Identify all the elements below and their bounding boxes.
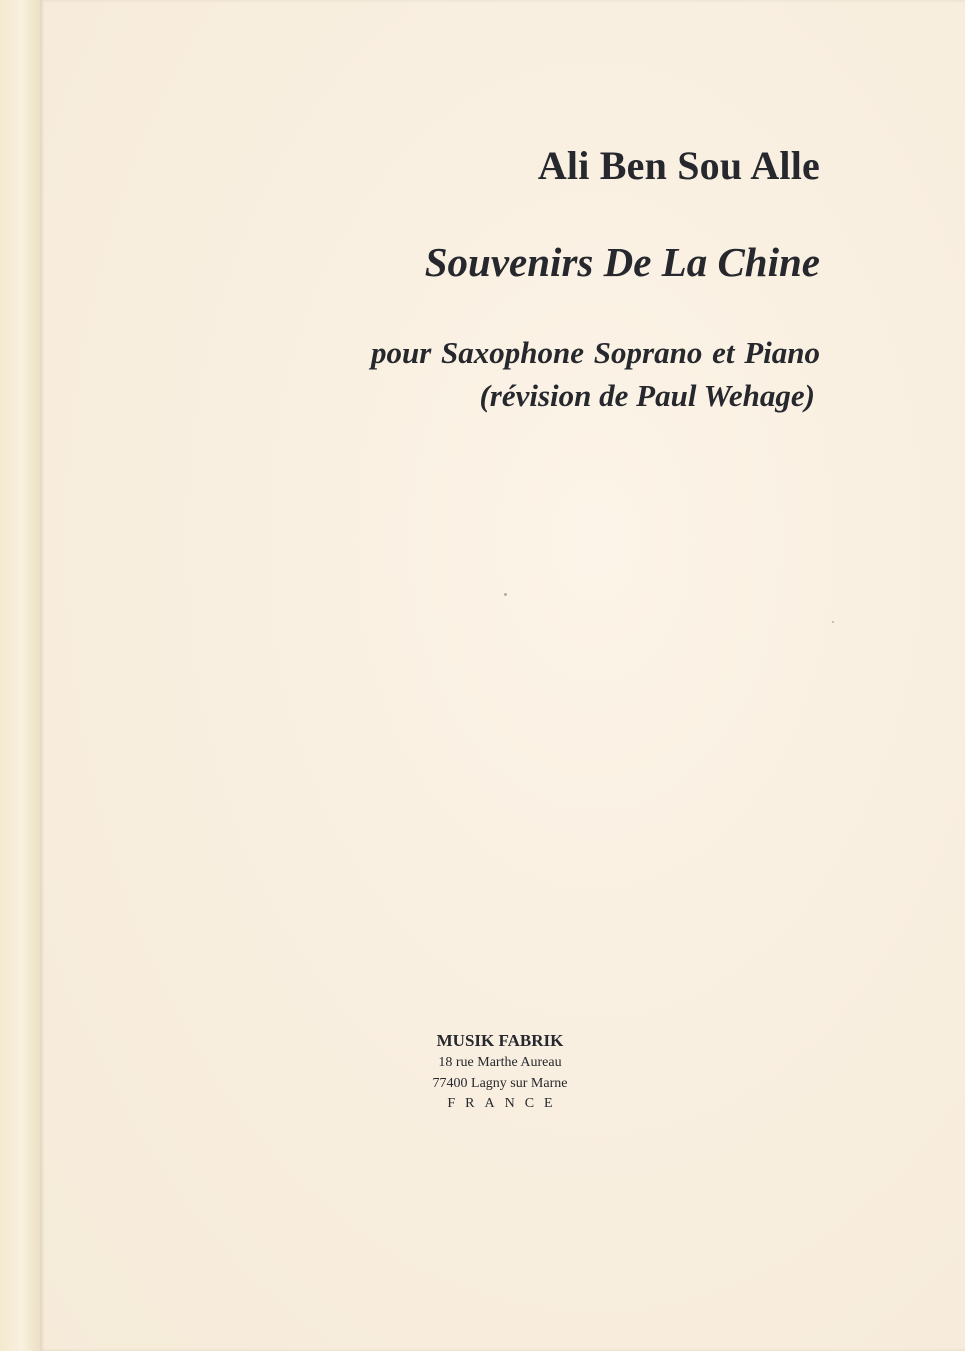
publisher-country: FRANCE	[447, 1096, 563, 1111]
instrumentation: pour Saxophone Soprano et Piano	[371, 335, 820, 370]
score-cover	[40, 0, 965, 1351]
publisher-street: 18 rue Marthe Aureau	[438, 1055, 562, 1070]
composer-name: Ali Ben Sou Alle	[537, 143, 820, 188]
paper-edge	[0, 0, 40, 1351]
work-title: Souvenirs De La Chine	[424, 239, 820, 285]
publisher-name: MUSIK FABRIK	[436, 1031, 564, 1050]
paper-speck	[504, 593, 507, 596]
paper-speck	[832, 621, 834, 623]
revision-credit: (révision de Paul Wehage)	[479, 378, 815, 413]
publisher-city: 77400 Lagny sur Marne	[432, 1076, 568, 1091]
publisher-block	[375, 1030, 625, 1114]
